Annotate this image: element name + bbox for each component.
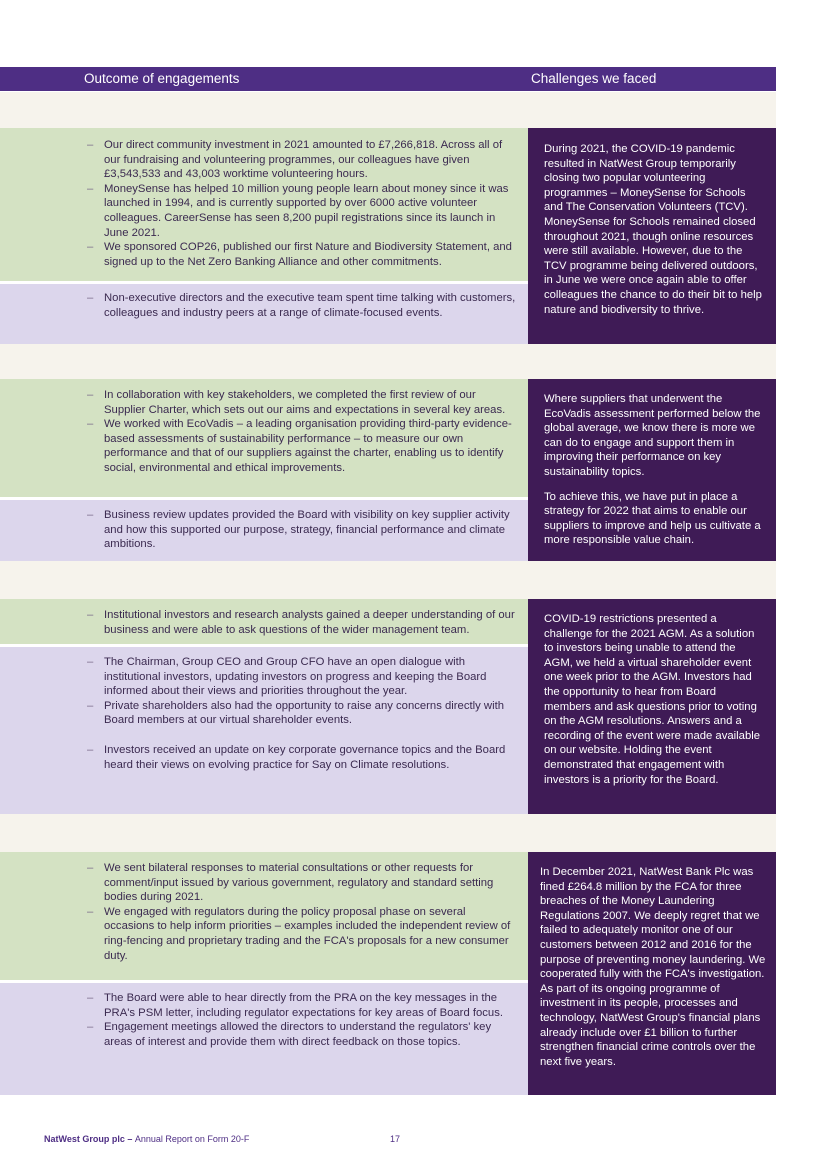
table-header (0, 67, 776, 91)
section-spacer (0, 344, 776, 379)
outcome-block-lavender (0, 647, 528, 814)
challenge-block (528, 852, 776, 1095)
outcome-block-lavender (0, 983, 528, 1095)
footer (44, 1134, 249, 1144)
challenge-block (528, 599, 776, 814)
outcome-item: – The Chairman, Group CEO and Group CFO have an open dialogue with institutional investors, updating investors on progress and keeping the Board informed about their views and priorities throughout the year. (84, 655, 516, 699)
section-spacer (0, 561, 776, 599)
outcome-item: – The Board were able to hear directly from the PRA on the key messages in the PRA's PSM letter, including regulator expectations for key areas of Board focus. (84, 991, 516, 1020)
challenge-text: To achieve this, we have put in place a strategy for 2022 that aims to enable our suppliers to improve and help us cultivate a more responsible value chain. (544, 490, 761, 547)
outcome-item: – Business review updates provided the Board with visibility on key supplier activity and how this supported our purpose, strategy, financial performance and climate ambitions. (84, 508, 516, 552)
footer-separator: – (124, 1134, 135, 1144)
outcome-item: – MoneySense has helped 10 million young people learn about money since it was launched in 1994, and is currently supported by over 6000 active volunteer colleagues. CareerSense has seen 8,200 pupil registrations since its launch in June 2021. (84, 182, 516, 240)
page-number: 17 (390, 1134, 401, 1144)
challenge-text: Where suppliers that underwent the EcoVadis assessment performed below the global average, we know there is more we can do to engage and support them in improving their performance on key sustainability topics. (544, 393, 761, 478)
outcome-item: – We worked with EcoVadis – a leading organisation providing third-party evidence-based assessments of sustainability performance – to measure our own performance and that of our suppliers against the charter, enabling us to identify social, environmental and ethical improvements. (84, 417, 516, 475)
outcome-item: – We engaged with regulators during the policy proposal phase on several occasions to help inform priorities – examples included the independent review of ring-fencing and proprietary trading and the FCA's proposals for a new consumer duty. (84, 905, 516, 963)
section-spacer (0, 814, 776, 852)
outcome-item: – Our direct community investment in 2021 amounted to £7,266,818. Across all of our fundraising and volunteering programmes, our colleagues have given £3,543,533 and 43,003 worktime volunteering hours. (84, 138, 516, 182)
outcome-item: – Private shareholders also had the opportunity to raise any concerns directly with Board members at our virtual shareholder events. (84, 699, 516, 728)
outcome-item: – Investors received an update on key corporate governance topics and the Board heard their views on evolving practice for Say on Climate resolutions. (84, 743, 516, 772)
outcome-block-green (0, 379, 528, 497)
outcome-item: – In collaboration with key stakeholders, we completed the first review of our Supplier Charter, which sets out our aims and expectations in several key areas. (84, 388, 516, 417)
challenge-text: During 2021, the COVID-19 pandemic resulted in NatWest Group temporarily closing two popular volunteering programmes – MoneySense for Schools and The Conservation Volunteers (TCV). MoneySense for Schools remained closed throughout 2021, though online resources were still available. However, due to the TCV programme being delivered outdoors, in June we were once again able to offer colleagues the chance to do their bit to help nature and biodiversity to thrive. (544, 143, 762, 316)
challenge-block (528, 128, 776, 344)
outcome-block-lavender (0, 284, 528, 344)
outcome-block-green (0, 128, 528, 281)
footer-company: NatWest Group plc (44, 1134, 125, 1144)
column-header-challenges: Challenges we faced (531, 71, 657, 86)
challenge-text: In December 2021, NatWest Bank Plc was fined £264.8 million by the FCA for three breaches of the Money Laundering Regulations 2007. We deeply regret that we failed to adequately monitor one of our customers between 2012 and 2016 for the purpose of preventing money laundering. We cooperated fully with the FCA's investigation. As part of its ongoing programme of investment in its people, processes and technology, NatWest Group's financial plans already include over £1 billion to further strengthen financial crime controls over the next five years. (540, 866, 766, 1068)
outcome-item: – Non-executive directors and the executive team spent time talking with customers, colleagues and industry peers at a range of climate-focused events. (84, 291, 516, 320)
outcome-block-green (0, 599, 528, 644)
outcome-item: – We sponsored COP26, published our first Nature and Biodiversity Statement, and signed up to the Net Zero Banking Alliance and other commitments. (84, 240, 516, 269)
column-header-outcome: Outcome of engagements (84, 71, 240, 86)
outcome-item: – Institutional investors and research analysts gained a deeper understanding of our business and were able to ask questions of the wider management team. (84, 608, 516, 637)
section-spacer (0, 92, 776, 128)
outcome-block-green (0, 852, 528, 980)
footer-report-title: Annual Report on Form 20-F (134, 1134, 250, 1144)
outcome-item: – We sent bilateral responses to material consultations or other requests for comment/input issued by various government, regulatory and standard setting bodies during 2021. (84, 861, 516, 905)
challenge-block (528, 379, 776, 561)
outcome-block-lavender (0, 500, 528, 561)
challenge-text: COVID-19 restrictions presented a challenge for the 2021 AGM. As a solution to investors being unable to attend the AGM, we held a virtual shareholder event one week prior to the AGM. Investors had the opportunity to hear from Board members and ask questions prior to voting on the AGM resolutions. Answers and a recording of the event were made available on our website. Holding the event demonstrated that engagement with investors is a priority for the Board. (544, 613, 761, 786)
outcome-item: – Engagement meetings allowed the directors to understand the regulators' key areas of interest and provide them with direct feedback on those topics. (84, 1020, 516, 1049)
